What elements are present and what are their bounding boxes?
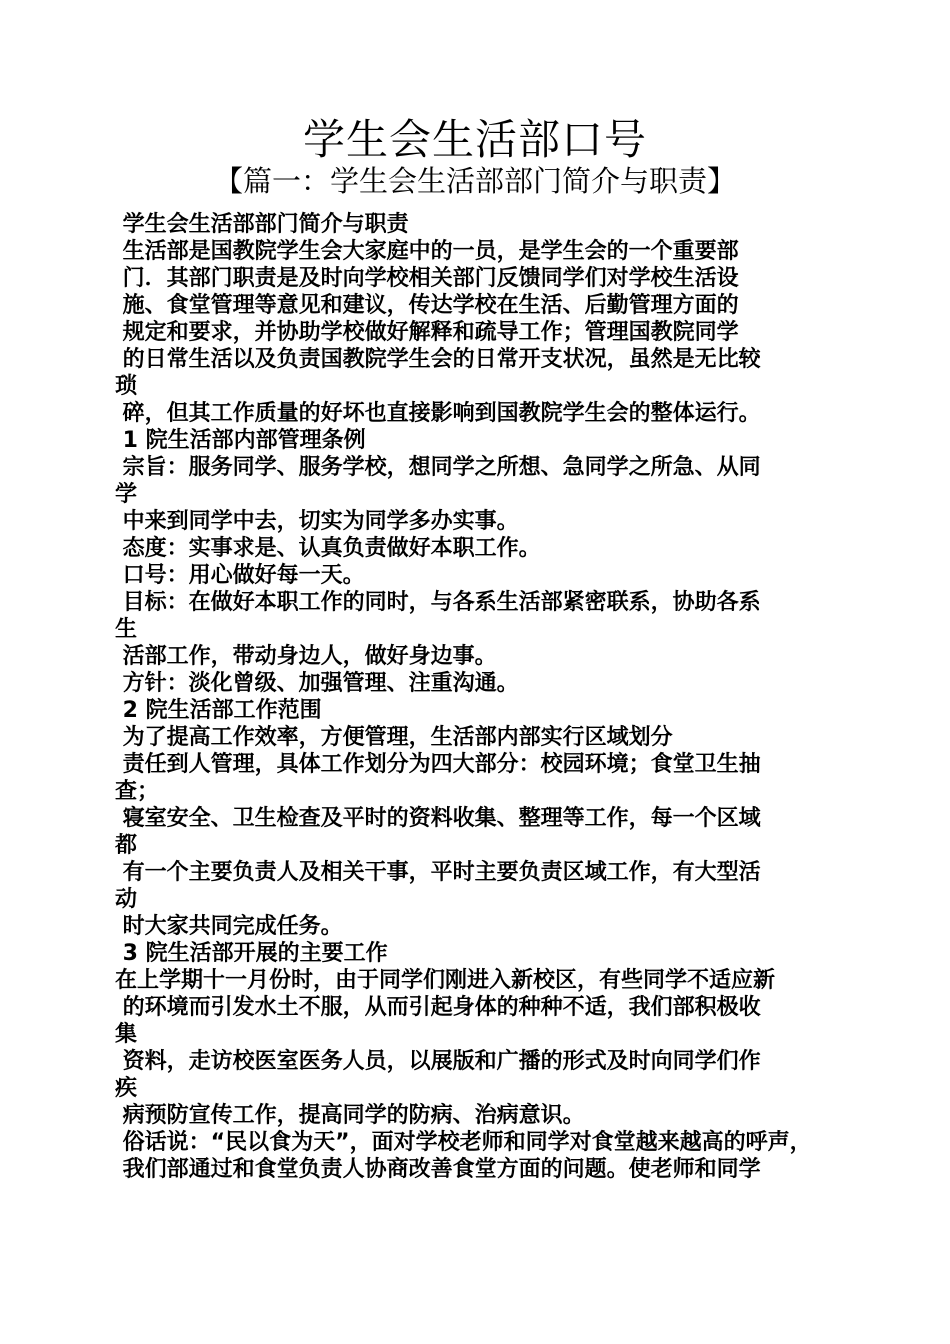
document-body <box>0 211 950 1183</box>
text-line: 动 <box>115 887 138 912</box>
text-line: 俗话说：“民以食为天”，面对学校老师和同学对食堂越来越高的呼声， <box>115 1130 812 1155</box>
text-line: 口号：用心做好每一天。 <box>115 563 365 588</box>
text-line: 学生会生活部部门简介与职责 <box>115 212 409 237</box>
text-line: 我们部通过和食堂负责人协商改善食堂方面的问题。使老师和同学 <box>115 1157 761 1182</box>
text-line: 2 院生活部工作范围 <box>115 698 322 723</box>
text-line: 宗旨：服务同学、服务学校，想同学之所想、急同学之所急、从同 <box>115 455 761 480</box>
document-title: 学生会生活部口号 <box>302 115 647 164</box>
text-line: 的日常生活以及负责国教院学生会的日常开支状况，虽然是无比较 <box>115 347 761 372</box>
text-line: 方针：淡化曾级、加强管理、注重沟通。 <box>115 671 519 696</box>
text-line: 门．其部门职责是及时向学校相关部门反馈同学们对学校生活设 <box>115 266 739 291</box>
text-line: 中来到同学中去，切实为同学多办实事。 <box>115 509 519 534</box>
text-line: 集 <box>115 1022 138 1047</box>
text-line: 为了提高工作效率，方便管理，生活部内部实行区域划分 <box>115 725 673 750</box>
text-line: 活部工作，带动身边人，做好身边事。 <box>115 644 497 669</box>
text-line: 责任到人管理，具体工作划分为四大部分：校园环境；食堂卫生抽 <box>115 752 761 777</box>
text-line: 规定和要求，并协助学校做好解释和疏导工作；管理国教院同学 <box>115 320 739 345</box>
text-line: 施、食堂管理等意见和建议，传达学校在生活、后勤管理方面的 <box>115 293 739 318</box>
text-line: 时大家共同完成任务。 <box>115 914 343 939</box>
text-line: 查； <box>115 779 160 804</box>
text-line: 资料，走访校医室医务人员，以展版和广播的形式及时向同学们作 <box>115 1049 761 1074</box>
text-line: 生 <box>115 617 138 642</box>
text-line: 碎，但其工作质量的好坏也直接影响到国教院学生会的整体运行。 <box>115 401 761 426</box>
text-line: 目标：在做好本职工作的同时，与各系生活部紧密联系，协助各系 <box>115 590 761 615</box>
document-subtitle: 【篇一：学生会生活部部门简介与职责】 <box>213 164 736 198</box>
text-line: 在上学期十一月份时，由于同学们刚进入新校区，有些同学不适应新 <box>115 968 776 993</box>
text-line: 3 院生活部开展的主要工作 <box>115 941 388 966</box>
text-line: 疾 <box>115 1076 138 1101</box>
text-line: 学 <box>115 482 138 507</box>
text-line: 态度：实事求是、认真负责做好本职工作。 <box>115 536 541 561</box>
text-line: 琐 <box>115 374 138 399</box>
text-line: 病预防宣传工作，提高同学的防病、治病意识。 <box>115 1103 585 1128</box>
text-line: 寝室安全、卫生检查及平时的资料收集、整理等工作，每一个区域 <box>115 806 761 831</box>
text-line: 1 院生活部内部管理条例 <box>115 428 366 453</box>
text-line: 有一个主要负责人及相关干事，平时主要负责区域工作，有大型活 <box>115 860 761 885</box>
text-line: 都 <box>115 833 138 858</box>
text-line: 生活部是国教院学生会大家庭中的一员，是学生会的一个重要部 <box>115 239 739 264</box>
text-line: 的环境而引发水土不服，从而引起身体的种种不适，我们部积极收 <box>115 995 761 1020</box>
